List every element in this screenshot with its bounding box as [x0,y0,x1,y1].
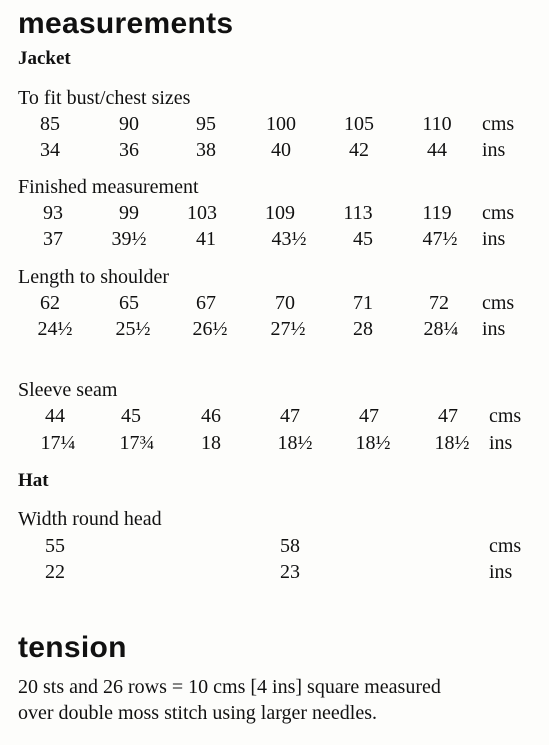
hat-subheading: Hat [18,470,49,491]
tension-text-line-1: 20 sts and 26 rows = 10 cms [4 ins] square measured [18,676,441,698]
group-label-bust-chest: To fit bust/chest sizes [18,87,191,109]
table-row [0,291,549,315]
unit-label: ins [482,318,506,340]
size-value: 44 [427,139,447,161]
size-value: 46 [201,405,221,427]
table-row [0,201,549,225]
size-value: 44 [45,405,65,427]
measurements-heading: measurements [18,7,234,40]
size-value: 24½ [37,318,73,340]
size-value: 38 [196,139,216,161]
size-value: 28 [353,318,373,340]
size-value: 109 [265,202,295,224]
size-value: 27½ [270,318,306,340]
table-row [0,112,549,136]
table-row [0,138,549,162]
group-label-sleeve: Sleeve seam [18,379,118,401]
table-row [0,317,549,341]
size-value: 42 [349,139,369,161]
size-value: 93 [43,202,63,224]
unit-label: ins [482,139,506,161]
size-value: 47 [359,405,379,427]
size-value: 90 [119,113,139,135]
size-value: 110 [422,113,452,135]
size-value: 47 [438,405,458,427]
size-value: 71 [353,292,373,314]
tension-text-line-2: over double moss stitch using larger needles. [18,702,378,724]
size-value: 41 [196,228,216,250]
unit-label: cms [482,113,515,135]
size-value: 70 [275,292,295,314]
size-value: 119 [422,202,452,224]
size-value: 95 [196,113,216,135]
size-value: 17¾ [119,432,155,454]
unit-label: ins [489,432,513,454]
size-value: 18½ [355,432,391,454]
jacket-subheading: Jacket [18,48,71,69]
group-label-finished: Finished measurement [18,176,199,198]
size-value: 105 [344,113,374,135]
size-value: 58 [280,535,300,557]
size-value: 28¼ [423,318,459,340]
size-value: 65 [119,292,139,314]
unit-label: cms [489,405,522,427]
size-value: 85 [40,113,60,135]
size-value: 18½ [434,432,470,454]
group-label-length: Length to shoulder [18,266,170,288]
size-value: 17¼ [40,432,76,454]
unit-label: ins [489,561,513,583]
size-value: 37 [43,228,63,250]
unit-label: cms [482,202,515,224]
size-value: 25½ [115,318,151,340]
size-value: 40 [271,139,291,161]
size-value: 18½ [277,432,313,454]
group-label-head: Width round head [18,508,162,530]
size-value: 26½ [192,318,228,340]
unit-label: cms [489,535,522,557]
size-value: 36 [119,139,139,161]
unit-label: cms [482,292,515,314]
size-value: 72 [429,292,449,314]
unit-label: ins [482,228,506,250]
size-value: 39½ [111,228,147,250]
size-value: 100 [266,113,296,135]
size-value: 18 [201,432,221,454]
size-value: 23 [280,561,300,583]
table-row [0,227,549,251]
size-value: 45 [121,405,141,427]
size-value: 47½ [422,228,458,250]
size-value: 113 [343,202,373,224]
size-value: 62 [40,292,60,314]
table-row [0,534,549,558]
size-value: 43½ [271,228,307,250]
size-value: 99 [119,202,139,224]
table-row [0,560,549,584]
size-value: 45 [353,228,373,250]
size-value: 55 [45,535,65,557]
size-value: 67 [196,292,216,314]
size-value: 47 [280,405,300,427]
size-value: 22 [45,561,65,583]
table-row [0,404,549,428]
size-value: 103 [187,202,217,224]
tension-heading: tension [18,631,127,664]
table-row [0,431,549,455]
size-value: 34 [40,139,60,161]
